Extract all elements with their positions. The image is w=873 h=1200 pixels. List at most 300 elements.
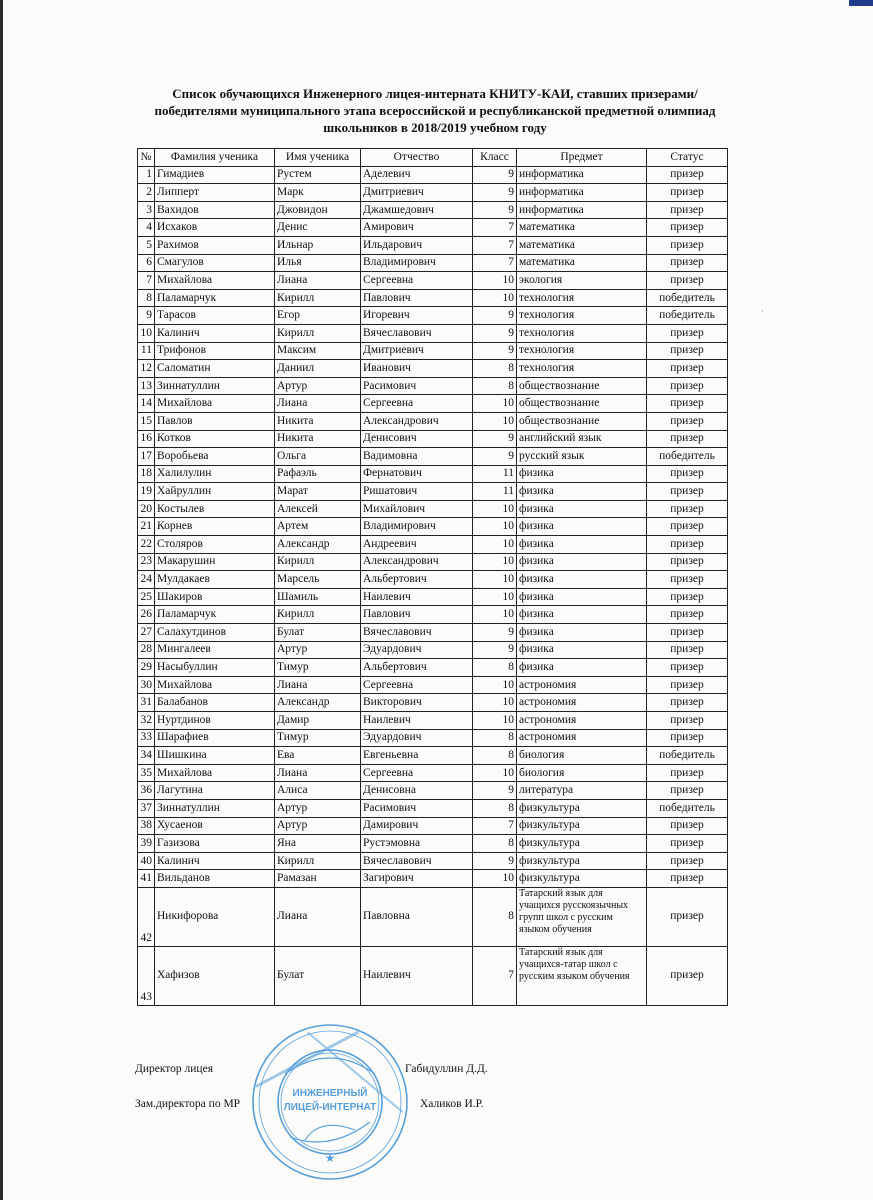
- cell-subject: астрономия: [517, 729, 647, 747]
- cell-patronymic: Загирович: [361, 870, 473, 888]
- cell-name: Егор: [275, 307, 361, 325]
- cell-grade: 9: [473, 448, 517, 466]
- cell-grade: 10: [473, 571, 517, 589]
- cell-name: Максим: [275, 342, 361, 360]
- cell-subject: технология: [517, 324, 647, 342]
- cell-grade: 8: [473, 360, 517, 378]
- seal-center-text-2: ЛИЦЕЙ-ИНТЕРНАТ: [283, 1102, 377, 1113]
- cell-grade: 9: [473, 852, 517, 870]
- cell-surname: Трифонов: [155, 342, 275, 360]
- cell-surname: Михайлова: [155, 764, 275, 782]
- cell-patronymic: Альбертович: [361, 571, 473, 589]
- cell-name: Никита: [275, 412, 361, 430]
- cell-subject: астрономия: [517, 712, 647, 730]
- table-row: [138, 219, 728, 237]
- cell-status: призер: [647, 817, 728, 835]
- cell-patronymic: Иванович: [361, 360, 473, 378]
- cell-status: призер: [647, 236, 728, 254]
- cell-surname: Котков: [155, 430, 275, 448]
- cell-grade: 9: [473, 641, 517, 659]
- cell-subject: математика: [517, 236, 647, 254]
- cell-status: призер: [647, 483, 728, 501]
- cell-patronymic: Денисович: [361, 430, 473, 448]
- cell-grade: 9: [473, 430, 517, 448]
- cell-name: Кирилл: [275, 289, 361, 307]
- cell-status: призер: [647, 395, 728, 413]
- cell-status: призер: [647, 588, 728, 606]
- cell-subject: обществознание: [517, 412, 647, 430]
- cell-surname: Паламарчук: [155, 606, 275, 624]
- cell-status: призер: [647, 184, 728, 202]
- cell-name: Кирилл: [275, 553, 361, 571]
- cell-grade: 10: [473, 518, 517, 536]
- cell-patronymic: Дмитриевич: [361, 184, 473, 202]
- cell-name: Ильнар: [275, 236, 361, 254]
- cell-status: призер: [647, 536, 728, 554]
- cell-name: Рафаэль: [275, 465, 361, 483]
- cell-surname: Хафизов: [155, 946, 275, 1005]
- cell-surname: Балабанов: [155, 694, 275, 712]
- cell-number: 17: [138, 448, 155, 466]
- cell-patronymic: Владимирович: [361, 518, 473, 536]
- table-row: [138, 307, 728, 325]
- cell-status: призер: [647, 946, 728, 1005]
- cell-subject: физика: [517, 500, 647, 518]
- table-row: [138, 764, 728, 782]
- cell-number: 4: [138, 219, 155, 237]
- table-row: [138, 641, 728, 659]
- cell-surname: Костылев: [155, 500, 275, 518]
- cell-subject: физкультура: [517, 852, 647, 870]
- table-row: [138, 870, 728, 888]
- table-row: [138, 500, 728, 518]
- table-row: [138, 201, 728, 219]
- table-row: [138, 536, 728, 554]
- table-row: [138, 588, 728, 606]
- cell-grade: 9: [473, 307, 517, 325]
- cell-subject: физика: [517, 465, 647, 483]
- cell-surname: Шарафиев: [155, 729, 275, 747]
- cell-status: призер: [647, 360, 728, 378]
- cell-status: призер: [647, 676, 728, 694]
- cell-number: 36: [138, 782, 155, 800]
- cell-name: Алиса: [275, 782, 361, 800]
- cell-name: Ева: [275, 747, 361, 765]
- cell-name: Илья: [275, 254, 361, 272]
- table-row: [138, 606, 728, 624]
- cell-grade: 11: [473, 465, 517, 483]
- table-row: [138, 483, 728, 501]
- cell-name: Тимур: [275, 729, 361, 747]
- cell-surname: Павлов: [155, 412, 275, 430]
- director-name: Габидуллин Д.Д.: [405, 1063, 488, 1075]
- cell-grade: 10: [473, 536, 517, 554]
- cell-number: 29: [138, 659, 155, 677]
- cell-name: Дамир: [275, 712, 361, 730]
- cell-subject: английский язык: [517, 430, 647, 448]
- cell-surname: Михайлова: [155, 395, 275, 413]
- cell-surname: Михайлова: [155, 676, 275, 694]
- cell-name: Денис: [275, 219, 361, 237]
- cell-status: победитель: [647, 747, 728, 765]
- cell-patronymic: Вячеславович: [361, 852, 473, 870]
- cell-grade: 8: [473, 799, 517, 817]
- cell-subject: математика: [517, 254, 647, 272]
- cell-name: Марк: [275, 184, 361, 202]
- cell-number: 11: [138, 342, 155, 360]
- table-row: [138, 166, 728, 184]
- cell-subject: физика: [517, 659, 647, 677]
- table-row: [138, 272, 728, 290]
- cell-patronymic: Михайлович: [361, 500, 473, 518]
- cell-subject: информатика: [517, 166, 647, 184]
- cell-grade: 10: [473, 588, 517, 606]
- cell-surname: Зиннатуллин: [155, 377, 275, 395]
- cell-grade: 9: [473, 184, 517, 202]
- cell-status: призер: [647, 254, 728, 272]
- cell-subject: биология: [517, 747, 647, 765]
- cell-status: призер: [647, 377, 728, 395]
- cell-subject: биология: [517, 764, 647, 782]
- cell-grade: 10: [473, 606, 517, 624]
- cell-name: Кирилл: [275, 606, 361, 624]
- header-status: Статус: [647, 149, 728, 167]
- table-row: [138, 377, 728, 395]
- cell-status: победитель: [647, 307, 728, 325]
- table-row: [138, 360, 728, 378]
- cell-subject: Татарский язык для учащихся-татар школ с русским языком обучения: [517, 946, 647, 1005]
- cell-surname: Лагутина: [155, 782, 275, 800]
- cell-grade: 10: [473, 870, 517, 888]
- cell-number: 22: [138, 536, 155, 554]
- cell-surname: Макарушин: [155, 553, 275, 571]
- cell-patronymic: Сергеевна: [361, 676, 473, 694]
- cell-status: призер: [647, 430, 728, 448]
- cell-status: призер: [647, 712, 728, 730]
- cell-grade: 7: [473, 254, 517, 272]
- cell-status: призер: [647, 219, 728, 237]
- cell-subject: физика: [517, 518, 647, 536]
- cell-number: 23: [138, 553, 155, 571]
- deputy-name: Халиков И.Р.: [420, 1098, 484, 1110]
- cell-patronymic: Евгеньевна: [361, 747, 473, 765]
- cell-surname: Воробьева: [155, 448, 275, 466]
- cell-surname: Халилулин: [155, 465, 275, 483]
- table-row: [138, 729, 728, 747]
- cell-status: призер: [647, 694, 728, 712]
- cell-surname: Михайлова: [155, 272, 275, 290]
- cell-number: 7: [138, 272, 155, 290]
- cell-subject: физика: [517, 606, 647, 624]
- cell-status: призер: [647, 887, 728, 946]
- cell-surname: Мулдакаев: [155, 571, 275, 589]
- cell-status: призер: [647, 166, 728, 184]
- cell-number: 19: [138, 483, 155, 501]
- cell-status: призер: [647, 606, 728, 624]
- cell-grade: 9: [473, 324, 517, 342]
- star-icon: ★: [324, 1151, 336, 1165]
- cell-status: призер: [647, 201, 728, 219]
- cell-patronymic: Фернатович: [361, 465, 473, 483]
- seal-center-text: ИНЖЕНЕРНЫЙ: [292, 1088, 368, 1099]
- cell-number: 16: [138, 430, 155, 448]
- cell-patronymic: Павловна: [361, 887, 473, 946]
- cell-number: 27: [138, 624, 155, 642]
- cell-number: 28: [138, 641, 155, 659]
- cell-number: 33: [138, 729, 155, 747]
- cell-number: 3: [138, 201, 155, 219]
- header-grade: Класс: [473, 149, 517, 167]
- cell-status: призер: [647, 500, 728, 518]
- cell-patronymic: Наилевич: [361, 946, 473, 1005]
- cell-patronymic: Рустэмовна: [361, 835, 473, 853]
- cell-patronymic: Ришатович: [361, 483, 473, 501]
- cell-name: Артем: [275, 518, 361, 536]
- header-patronymic: Отчество: [361, 149, 473, 167]
- cell-surname: Вильданов: [155, 870, 275, 888]
- cell-number: 10: [138, 324, 155, 342]
- cell-patronymic: Павлович: [361, 606, 473, 624]
- cell-subject: литература: [517, 782, 647, 800]
- cell-name: Лиана: [275, 764, 361, 782]
- cell-subject: физкультура: [517, 817, 647, 835]
- cell-subject: технология: [517, 307, 647, 325]
- cell-name: Марсель: [275, 571, 361, 589]
- cell-subject: Татарский язык для учащихся русскоязычных групп школ с русским языком обучения: [517, 887, 647, 946]
- cell-surname: Насыбуллин: [155, 659, 275, 677]
- cell-patronymic: Викторович: [361, 694, 473, 712]
- table-row: [138, 412, 728, 430]
- cell-subject: экология: [517, 272, 647, 290]
- cell-number: 21: [138, 518, 155, 536]
- cell-grade: 8: [473, 747, 517, 765]
- cell-name: Даниил: [275, 360, 361, 378]
- cell-name: Ольга: [275, 448, 361, 466]
- cell-name: Тимур: [275, 659, 361, 677]
- cell-subject: физкультура: [517, 870, 647, 888]
- cell-patronymic: Вячеславович: [361, 624, 473, 642]
- cell-status: призер: [647, 852, 728, 870]
- cell-name: Артур: [275, 817, 361, 835]
- header-number: №: [138, 149, 155, 167]
- cell-subject: астрономия: [517, 694, 647, 712]
- olympiad-results-table: [137, 148, 728, 1006]
- cell-name: Джовидон: [275, 201, 361, 219]
- table-row: [138, 659, 728, 677]
- table-row: [138, 289, 728, 307]
- cell-subject: физика: [517, 483, 647, 501]
- header-surname: Фамилия ученика: [155, 149, 275, 167]
- cell-patronymic: Сергеевна: [361, 395, 473, 413]
- table-row: [138, 571, 728, 589]
- cell-number: 40: [138, 852, 155, 870]
- cell-patronymic: Сергеевна: [361, 272, 473, 290]
- cell-patronymic: Расимович: [361, 799, 473, 817]
- cell-surname: Газизова: [155, 835, 275, 853]
- cell-patronymic: Дамирович: [361, 817, 473, 835]
- cell-name: Артур: [275, 377, 361, 395]
- cell-number: 34: [138, 747, 155, 765]
- cell-surname: Липперт: [155, 184, 275, 202]
- cell-subject: физика: [517, 641, 647, 659]
- cell-grade: 8: [473, 377, 517, 395]
- table-row: [138, 694, 728, 712]
- cell-name: Никита: [275, 430, 361, 448]
- cell-status: победитель: [647, 289, 728, 307]
- cell-number: 9: [138, 307, 155, 325]
- cell-number: 30: [138, 676, 155, 694]
- cell-name: Лиана: [275, 887, 361, 946]
- cell-number: 15: [138, 412, 155, 430]
- cell-patronymic: Эдуардович: [361, 641, 473, 659]
- scan-left-edge: [0, 0, 3, 1200]
- cell-name: Булат: [275, 946, 361, 1005]
- cell-number: 32: [138, 712, 155, 730]
- cell-number: 42: [138, 887, 155, 946]
- cell-name: Кирилл: [275, 852, 361, 870]
- table-row: [138, 553, 728, 571]
- cell-status: призер: [647, 571, 728, 589]
- cell-number: 8: [138, 289, 155, 307]
- table-row: [138, 236, 728, 254]
- cell-patronymic: Вячеславович: [361, 324, 473, 342]
- cell-name: Рустем: [275, 166, 361, 184]
- cell-grade: 7: [473, 219, 517, 237]
- table-row: [138, 817, 728, 835]
- cell-number: 13: [138, 377, 155, 395]
- cell-name: Шамиль: [275, 588, 361, 606]
- table-row: [138, 430, 728, 448]
- cell-subject: физика: [517, 536, 647, 554]
- cell-number: 38: [138, 817, 155, 835]
- table-row: [138, 887, 728, 946]
- cell-number: 35: [138, 764, 155, 782]
- cell-subject: физкультура: [517, 799, 647, 817]
- cell-grade: 7: [473, 236, 517, 254]
- cell-surname: Калинич: [155, 852, 275, 870]
- cell-status: призер: [647, 835, 728, 853]
- cell-grade: 10: [473, 764, 517, 782]
- cell-grade: 10: [473, 289, 517, 307]
- table-row: [138, 518, 728, 536]
- table-row: [138, 324, 728, 342]
- cell-number: 6: [138, 254, 155, 272]
- cell-surname: Вахидов: [155, 201, 275, 219]
- cell-number: 43: [138, 946, 155, 1005]
- cell-number: 31: [138, 694, 155, 712]
- cell-subject: астрономия: [517, 676, 647, 694]
- cell-surname: Саломатин: [155, 360, 275, 378]
- cell-number: 2: [138, 184, 155, 202]
- corner-mark: [849, 0, 873, 6]
- cell-subject: информатика: [517, 201, 647, 219]
- cell-status: победитель: [647, 448, 728, 466]
- cell-grade: 9: [473, 166, 517, 184]
- cell-subject: физика: [517, 571, 647, 589]
- cell-subject: физика: [517, 624, 647, 642]
- cell-patronymic: Джамшедович: [361, 201, 473, 219]
- table-row: [138, 184, 728, 202]
- cell-status: призер: [647, 659, 728, 677]
- cell-subject: физкультура: [517, 835, 647, 853]
- cell-status: призер: [647, 412, 728, 430]
- table-row: [138, 712, 728, 730]
- cell-number: 12: [138, 360, 155, 378]
- cell-name: Лиана: [275, 272, 361, 290]
- cell-subject: физика: [517, 553, 647, 571]
- cell-patronymic: Александрович: [361, 412, 473, 430]
- cell-status: призер: [647, 324, 728, 342]
- cell-patronymic: Вадимовна: [361, 448, 473, 466]
- cell-patronymic: Ильдарович: [361, 236, 473, 254]
- cell-status: призер: [647, 465, 728, 483]
- cell-name: Артур: [275, 799, 361, 817]
- cell-grade: 8: [473, 659, 517, 677]
- cell-name: Александр: [275, 536, 361, 554]
- table-row: [138, 342, 728, 360]
- cell-patronymic: Наилевич: [361, 588, 473, 606]
- table-row: [138, 448, 728, 466]
- cell-grade: 7: [473, 946, 517, 1005]
- cell-number: 18: [138, 465, 155, 483]
- cell-number: 20: [138, 500, 155, 518]
- cell-number: 37: [138, 799, 155, 817]
- cell-surname: Зиннатуллин: [155, 799, 275, 817]
- cell-patronymic: Эдуардович: [361, 729, 473, 747]
- cell-surname: Калинич: [155, 324, 275, 342]
- cell-surname: Паламарчук: [155, 289, 275, 307]
- cell-patronymic: Амирович: [361, 219, 473, 237]
- cell-grade: 10: [473, 500, 517, 518]
- cell-name: Лиана: [275, 395, 361, 413]
- cell-grade: 10: [473, 712, 517, 730]
- table-header-row: [138, 149, 728, 167]
- header-name: Имя ученика: [275, 149, 361, 167]
- cell-surname: Тарасов: [155, 307, 275, 325]
- cell-surname: Исхаков: [155, 219, 275, 237]
- cell-name: Лиана: [275, 676, 361, 694]
- cell-patronymic: Аделевич: [361, 166, 473, 184]
- table-row: [138, 465, 728, 483]
- cell-status: победитель: [647, 799, 728, 817]
- cell-patronymic: Денисовна: [361, 782, 473, 800]
- cell-name: Кирилл: [275, 324, 361, 342]
- cell-status: призер: [647, 272, 728, 290]
- cell-patronymic: Альбертович: [361, 659, 473, 677]
- cell-grade: 10: [473, 395, 517, 413]
- cell-status: призер: [647, 870, 728, 888]
- cell-name: Булат: [275, 624, 361, 642]
- cell-status: призер: [647, 518, 728, 536]
- cell-surname: Шишкина: [155, 747, 275, 765]
- cell-surname: Гимадиев: [155, 166, 275, 184]
- table-row: [138, 946, 728, 1005]
- cell-subject: математика: [517, 219, 647, 237]
- table-row: [138, 624, 728, 642]
- cell-patronymic: Александрович: [361, 553, 473, 571]
- header-subject: Предмет: [517, 149, 647, 167]
- cell-surname: Смагулов: [155, 254, 275, 272]
- cell-surname: Нуртдинов: [155, 712, 275, 730]
- cell-number: 14: [138, 395, 155, 413]
- cell-surname: Рахимов: [155, 236, 275, 254]
- cell-surname: Хайруллин: [155, 483, 275, 501]
- cell-patronymic: Сергеевна: [361, 764, 473, 782]
- table-row: [138, 747, 728, 765]
- cell-status: призер: [647, 641, 728, 659]
- cell-surname: Корнев: [155, 518, 275, 536]
- cell-patronymic: Дмитриевич: [361, 342, 473, 360]
